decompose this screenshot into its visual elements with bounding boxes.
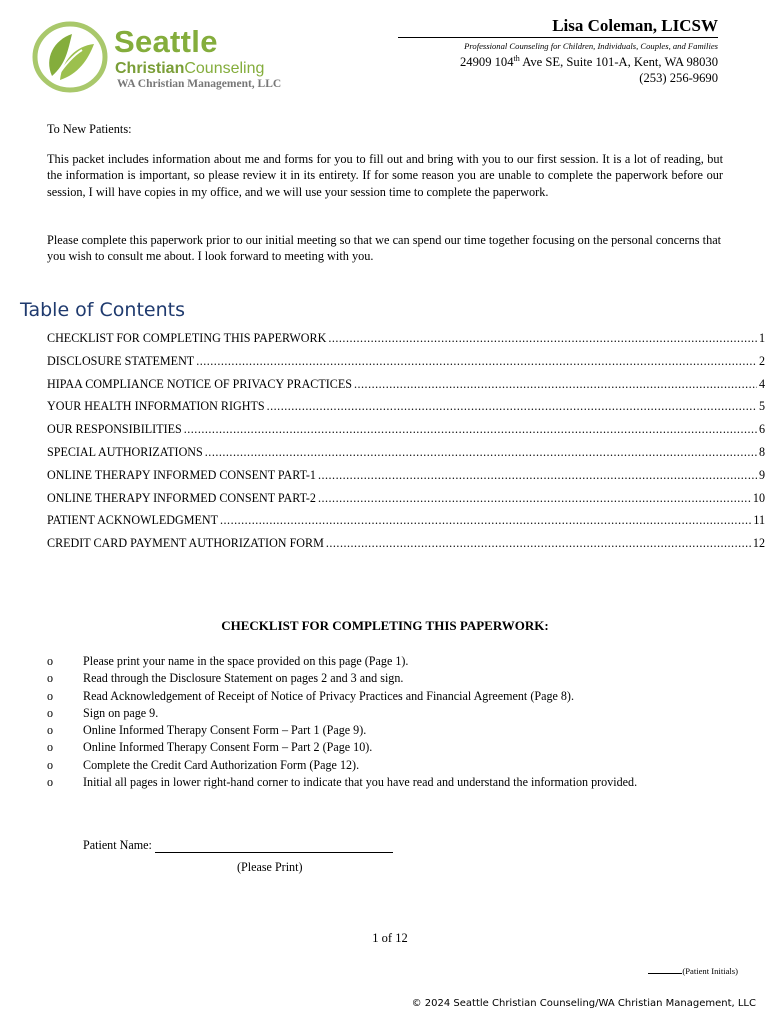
counselor-name: Lisa Coleman, LICSW <box>398 16 718 38</box>
bullet-circle-icon: o <box>47 671 54 686</box>
patient-name-label: Patient Name: <box>83 838 152 852</box>
checklist-item-text: Read through the Disclosure Statement on pages 2 and 3 and sign. <box>83 671 404 686</box>
list-item <box>47 775 747 792</box>
checklist-item-text: Complete the Credit Card Authorization Form (Page 12). <box>83 757 360 772</box>
bullet-circle-icon: o <box>47 740 54 755</box>
bullet-circle-icon: o <box>47 775 54 790</box>
practice-address <box>398 54 718 70</box>
list-item <box>47 671 747 688</box>
list-item <box>47 654 747 671</box>
toc-entry-label: ONLINE THERAPY INFORMED CONSENT PART-2 <box>47 490 316 505</box>
toc-entry-page: 9 <box>758 467 765 482</box>
toc-entry-page: 11 <box>753 513 765 528</box>
logo-word-christian: Christian <box>115 60 185 77</box>
toc-entry-label: PATIENT ACKNOWLEDGMENT <box>47 513 218 528</box>
list-item <box>47 723 747 740</box>
toc-entry[interactable] <box>47 491 765 514</box>
toc-entry[interactable] <box>47 536 765 559</box>
patient-initials-field[interactable] <box>648 973 682 974</box>
bullet-circle-icon: o <box>47 705 54 720</box>
checklist-title: CHECKLIST FOR COMPLETING THIS PAPERWORK: <box>221 618 549 633</box>
toc-leader-dots <box>326 536 751 551</box>
toc-leader-dots <box>196 354 757 369</box>
toc-entry[interactable] <box>47 422 765 445</box>
please-print-hint: (Please Print) <box>237 860 303 874</box>
toc-entry[interactable] <box>47 468 765 491</box>
practice-tagline: Professional Counseling for Children, Individuals, Couples, and Families <box>464 41 718 51</box>
bullet-circle-icon: o <box>47 757 54 772</box>
address-number: 24909 104 <box>460 55 514 70</box>
toc-entry[interactable] <box>47 377 765 400</box>
toc-leader-dots <box>328 331 757 346</box>
greeting: To New Patients: <box>47 122 132 136</box>
checklist-item-text: Online Informed Therapy Consent Form – Part 2 (Page 10). <box>83 740 373 755</box>
list-item <box>47 740 747 757</box>
bullet-circle-icon: o <box>47 723 54 738</box>
toc-entry-page: 5 <box>758 399 765 414</box>
toc-entry[interactable] <box>47 331 765 354</box>
table-of-contents <box>47 331 765 559</box>
checklist <box>47 654 747 792</box>
toc-entry-label: SPECIAL AUTHORIZATIONS <box>47 444 203 459</box>
toc-entry-label: CHECKLIST FOR COMPLETING THIS PAPERWORK <box>47 331 327 345</box>
patient-name-row <box>83 838 393 853</box>
toc-leader-dots <box>205 445 757 460</box>
letterhead-contact <box>398 16 718 86</box>
patient-initials-row <box>648 966 738 976</box>
toc-entry-label: YOUR HEALTH INFORMATION RIGHTS <box>47 399 265 414</box>
toc-entry-page: 8 <box>758 444 765 459</box>
toc-entry[interactable] <box>47 513 765 536</box>
toc-entry-page: 2 <box>758 353 765 368</box>
list-item <box>47 758 747 775</box>
logo-subline: WA Christian Management, LLC <box>117 78 282 90</box>
patient-initials-label: (Patient Initials) <box>682 966 738 976</box>
toc-entry-page: 4 <box>758 376 765 391</box>
toc-entry-label: HIPAA COMPLIANCE NOTICE OF PRIVACY PRACTICES <box>47 376 352 391</box>
logo <box>32 20 322 94</box>
logo-word-christian-counseling <box>115 60 264 78</box>
toc-leader-dots <box>354 377 757 392</box>
toc-leader-dots <box>184 422 757 437</box>
checklist-item-text: Please print your name in the space provided on this page (Page 1). <box>83 654 409 668</box>
toc-leader-dots <box>318 468 757 483</box>
intro-paragraph-2: Please complete this paperwork prior to our initial meeting so that we can spend our time together focusing on the personal concerns that you wish to consult me about. I look forward to meeting with you. <box>47 233 722 264</box>
address-ordinal: th <box>513 54 520 63</box>
logo-word-seattle: Seattle <box>114 24 218 59</box>
toc-leader-dots <box>220 513 751 528</box>
toc-title: Table of Contents <box>20 299 185 321</box>
toc-entry-page: 6 <box>758 422 765 437</box>
toc-entry[interactable] <box>47 354 765 377</box>
toc-entry-page: 1 <box>758 331 765 345</box>
bullet-circle-icon: o <box>47 654 54 668</box>
list-item <box>47 689 747 706</box>
toc-leader-dots <box>267 399 757 414</box>
toc-entry-label: CREDIT CARD PAYMENT AUTHORIZATION FORM <box>47 536 324 551</box>
patient-name-field[interactable] <box>155 840 393 853</box>
toc-leader-dots <box>318 491 751 506</box>
address-rest: Ave SE, Suite 101-A, Kent, WA 98030 <box>519 55 718 70</box>
checklist-item-text: Sign on page 9. <box>83 705 159 720</box>
bullet-circle-icon: o <box>47 688 54 703</box>
intro-paragraph-1: This packet includes information about me and forms for you to fill out and bring with you to our first session. It is a lot of reading, but the information is important, so please review it in its entirety. If for some reason you are unable to complete the paperwork before our session, I will have copies in my office, and we will use your session time to complete the paperwork. <box>47 152 723 199</box>
logo-word-counseling: Counseling <box>184 60 265 77</box>
footer-copyright: © 2024 Seattle Christian Counseling/WA Christian Management, LLC <box>411 998 756 1009</box>
toc-entry-label: ONLINE THERAPY INFORMED CONSENT PART-1 <box>47 467 316 482</box>
toc-entry-page: 12 <box>752 536 765 551</box>
toc-entry[interactable] <box>47 445 765 468</box>
checklist-item-text: Online Informed Therapy Consent Form – Part 1 (Page 9). <box>83 723 367 738</box>
checklist-item-text: Read Acknowledgement of Receipt of Notice of Privacy Practices and Financial Agreement (Page 8). <box>83 688 574 703</box>
leaf-logo-icon <box>32 20 108 94</box>
toc-entry-label: DISCLOSURE STATEMENT <box>47 353 195 368</box>
toc-entry-label: OUR RESPONSIBILITIES <box>47 422 182 437</box>
toc-entry[interactable] <box>47 399 765 422</box>
toc-entry-page: 10 <box>752 490 765 505</box>
practice-phone: (253) 256-9690 <box>639 71 718 86</box>
page-number: 1 of 12 <box>372 931 408 945</box>
checklist-item-text: Initial all pages in lower right-hand corner to indicate that you have read and understand the information provided. <box>83 775 638 790</box>
list-item <box>47 706 747 723</box>
